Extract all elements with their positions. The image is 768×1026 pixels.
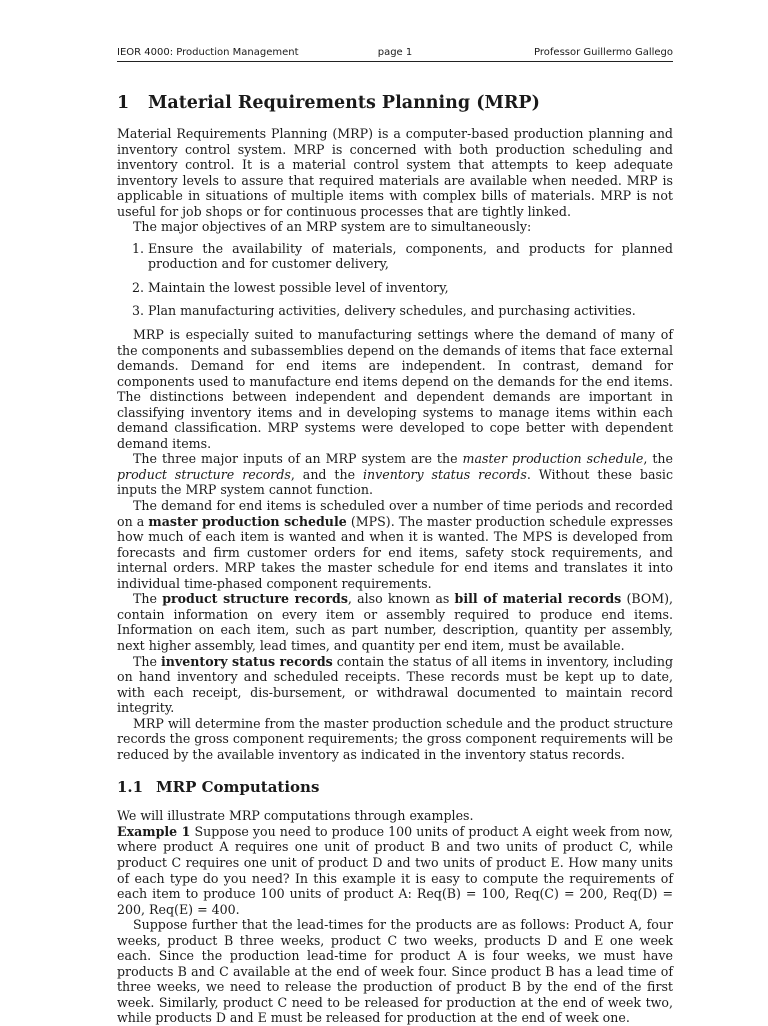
example-paragraph <box>117 824 673 917</box>
bom-paragraph <box>117 591 673 653</box>
text-run: The <box>133 591 163 607</box>
page-number: page 1 <box>377 47 413 58</box>
text-run: The demand for end items is scheduled over a number of time periods and recorded on a <box>117 498 673 529</box>
major-inputs-paragraph <box>117 451 673 498</box>
course-title: IEOR 4000: Production Management <box>117 47 299 58</box>
text-run: contain the status of all items in inventory, including on hand inventory and scheduled receipts. These records must be kept up to date, with each receipt, dis-bursement, or withdrawal documented to maintain record integrity. <box>117 653 674 716</box>
example-label: Example 1 <box>117 823 191 839</box>
text-run: The <box>133 653 161 669</box>
text-run: . Without these basic inputs the MRP system cannot function. <box>117 466 674 498</box>
term-inventory-status-records: inventory status records <box>363 466 527 482</box>
intro-paragraph: Material Requirements Planning (MRP) is a computer-based production planning and inventory control system. MRP is concerned with both production scheduling and inventory control. It is a material control system that attempts to keep adequate inventory levels to assure that required materials are available when needed. MRP is applicable in situations of multiple items with complex bills of materials. MRP is not useful for job shops or for continuous processes that are tightly linked. <box>117 126 673 219</box>
illustration-paragraph: We will illustrate MRP computations through examples. <box>117 808 474 824</box>
document-page <box>117 46 673 1026</box>
term-product-structure-records: product structure records <box>117 466 291 482</box>
text-run: (BOM), contain information on every item or assembly required to produce end items. Information on each item, such as part number, description, quantity per assembly, next higher assembly, lead times, and quantity per end item, must be available. <box>117 591 674 653</box>
subsection-number: 1.1 <box>117 778 144 797</box>
text-run: , and the <box>290 466 364 482</box>
text-run: , the <box>643 451 673 467</box>
text-run: The three major inputs of an MRP system are the <box>133 451 463 467</box>
gross-requirements-paragraph: MRP will determine from the master production schedule and the product structure records the gross component requirements; the gross component requirements will be reduced by the available inventory as indicated in the inventory status records. <box>117 715 674 762</box>
author-name: Professor Guillermo Gallego <box>534 47 673 58</box>
text-run: Suppose you need to produce 100 units of product A eight week from now, where product A requires one unit of product B and two units of product C, while product C requires one unit of product D and two units of product E. How many units of each type do you need? In this example it is easy to compute the requirements of each item to produce 100 units of product A: Req(B) = 100, Req(C) = 200, Req(D) = 200, Req(E) = 400. <box>117 823 674 917</box>
term-product-structure-records-bold: product structure records <box>162 591 348 607</box>
objective-item: 2. Maintain the lowest possible level of inventory, <box>148 280 673 296</box>
term-bill-of-material-records: bill of material records <box>454 591 622 607</box>
running-header <box>117 46 673 62</box>
inventory-status-paragraph <box>117 654 673 716</box>
objectives-list <box>117 241 673 319</box>
subsection-heading <box>117 778 673 797</box>
objective-item: 1. Ensure the availability of materials, components, and products for planned production and for customer delivery, <box>148 241 673 272</box>
term-master-production-schedule: master production schedule <box>462 451 644 467</box>
lead-time-paragraph: Suppose further that the lead-times for the products are as follows: Product A, four weeks, product B three weeks, product C two weeks, products D and E one week each. Since the production lead-time for product A is four weeks, we must have products B and C available at the end of week four. Since product B has a lead time of three weeks, we need to release the production of product B by the end of the first week. Similarly, product C need to be released for production at the end of week two, while products D and E must be released for production at the end of week one. <box>117 917 673 1026</box>
section-title: Material Requirements Planning (MRP) <box>148 93 540 113</box>
term-inventory-status-records-bold: inventory status records <box>160 653 333 669</box>
mps-paragraph <box>117 498 673 591</box>
subsection-title: MRP Computations <box>156 778 320 797</box>
text-run: (MPS). The master production schedule expresses how much of each item is wanted and when it is wanted. The MPS is developed from forecasts and firm customer orders for end items, safety stock requirements, and internal orders. MRP takes the master schedule for end items and translates it into individual time-phased component requirements. <box>117 513 673 591</box>
objectives-intro: The major objectives of an MRP system are to simultaneously: <box>133 219 532 235</box>
term-master-production-schedule-bold: master production schedule <box>148 513 347 529</box>
objective-item: 3. Plan manufacturing activities, delivery schedules, and purchasing activities. <box>148 303 673 319</box>
section-heading <box>117 92 673 114</box>
dependent-demand-paragraph: MRP is especially suited to manufacturing settings where the demand of many of the components and subassemblies depend on the demands of items that face external demands. Demand for end items are independent. In contrast, demand for components used to manufacture end items depend on the demands for the end items. The distinctions between independent and dependent demands are important in classifying inventory items and in developing systems to manage items within each demand classification. MRP systems were developed to cope better with dependent demand items. <box>117 327 673 451</box>
section-number: 1 <box>117 93 130 113</box>
text-run: , also known as <box>347 591 455 607</box>
